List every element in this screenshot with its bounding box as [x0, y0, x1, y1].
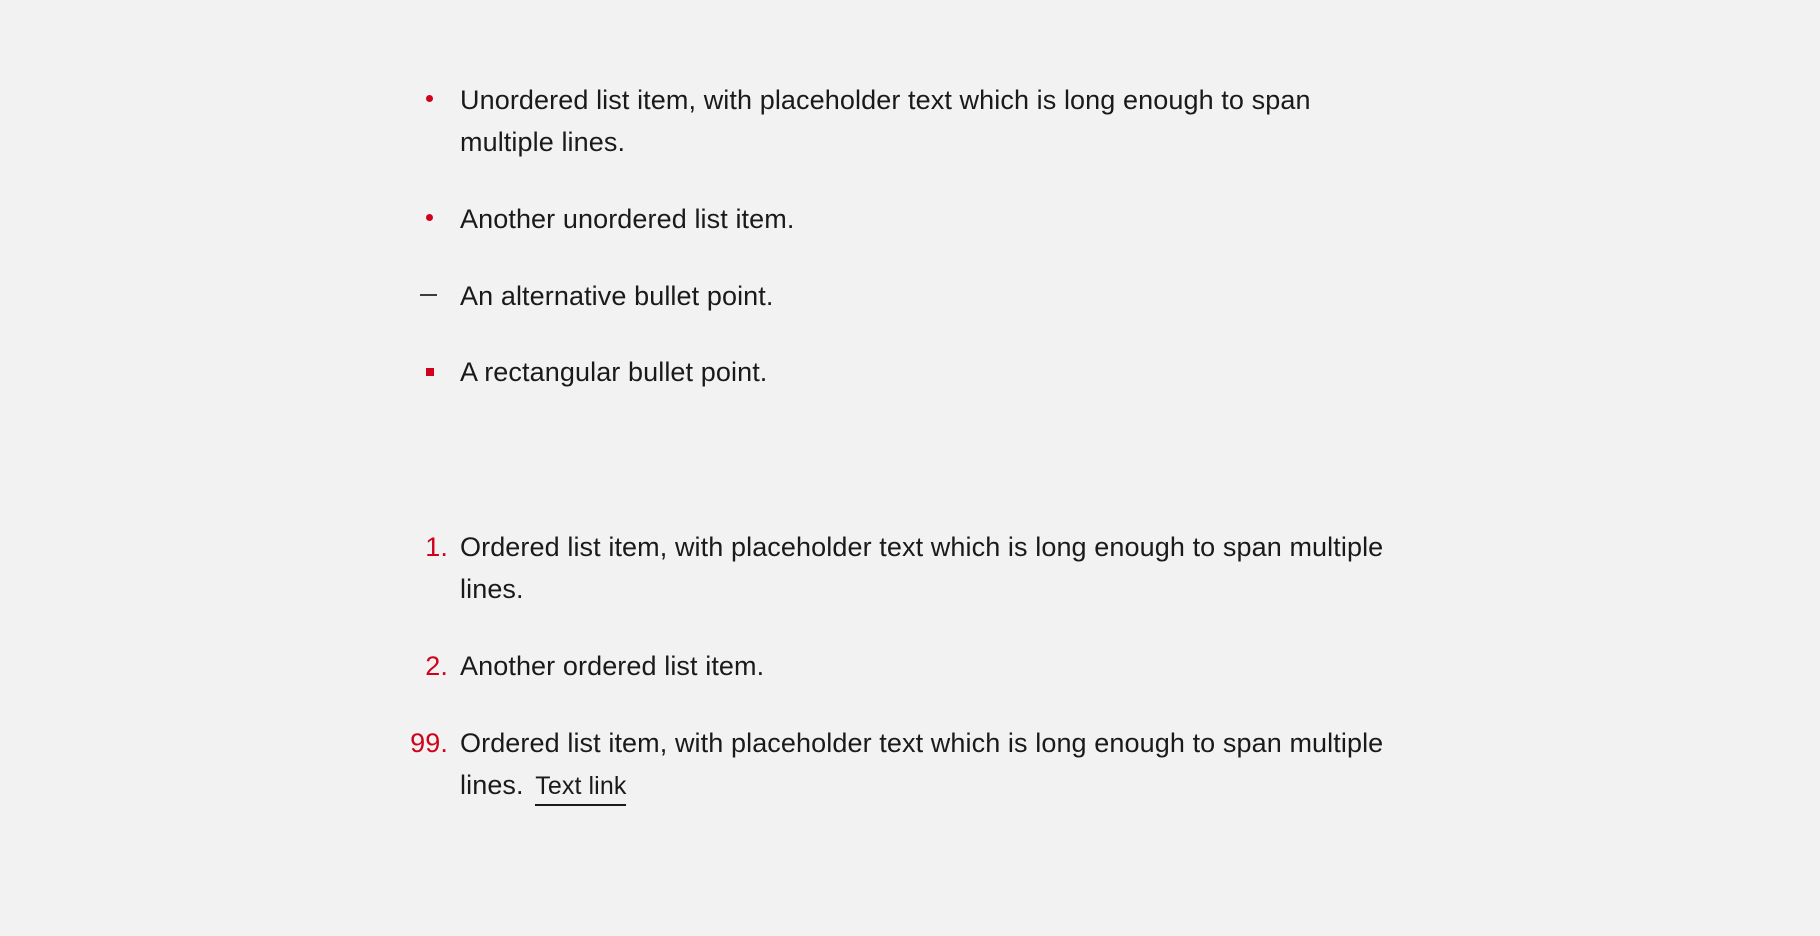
- list-item-text: Unordered list item, with placeholder text which is long enough to span multiple lines.: [460, 85, 1311, 157]
- list-item: [400, 527, 1400, 611]
- list-item: [400, 723, 1400, 807]
- list-item: [400, 276, 1400, 318]
- list-item-text: Ordered list item, with placeholder text which is long enough to span multiple lines.: [460, 727, 1384, 800]
- list-item-number: 2.: [425, 650, 448, 681]
- content-area: [400, 80, 1400, 806]
- list-item-text: An alternative bullet point.: [460, 280, 774, 311]
- dot-bullet-icon: [426, 95, 433, 102]
- list-item: [400, 80, 1400, 164]
- list-item: [400, 199, 1400, 241]
- list-item: [400, 352, 1400, 394]
- list-item-text: Another ordered list item.: [460, 650, 765, 681]
- ordered-list: [400, 527, 1400, 806]
- list-item-number: 99.: [410, 727, 448, 758]
- list-item-text: Another unordered list item.: [460, 203, 795, 234]
- unordered-list: [400, 80, 1400, 394]
- square-bullet-icon: [426, 368, 434, 376]
- list-item-number: 1.: [425, 532, 448, 563]
- list-item-text: A rectangular bullet point.: [460, 357, 768, 388]
- dot-bullet-icon: [426, 214, 433, 221]
- text-link[interactable]: Text link: [535, 772, 626, 806]
- list-item-text: Ordered list item, with placeholder text which is long enough to span multiple lines.: [460, 532, 1384, 605]
- list-item: [400, 646, 1400, 688]
- dash-bullet-icon: [420, 294, 437, 296]
